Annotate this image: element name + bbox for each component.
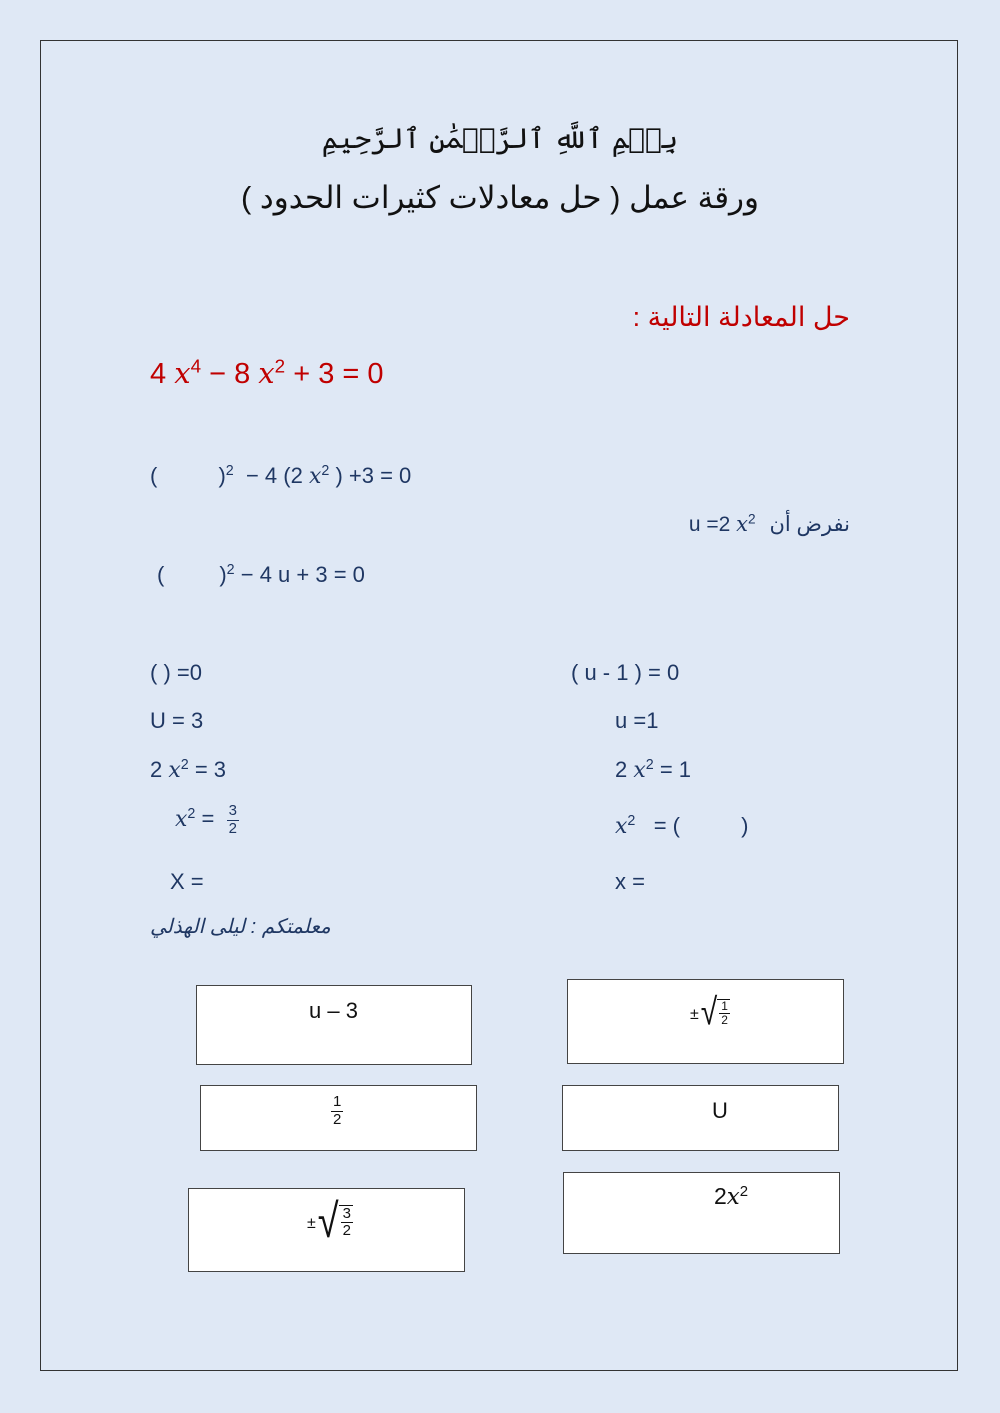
answer-box-2x-squared[interactable]: $2x^2$ bbox=[563, 1172, 840, 1254]
answer-box-one-half[interactable]: $\frac{1}{2}$ bbox=[200, 1085, 477, 1151]
step1-blank[interactable]: ( ) bbox=[150, 463, 226, 488]
right-x-answer[interactable]: x = bbox=[615, 869, 645, 894]
answer-box-u-minus-3[interactable]: u – 3 bbox=[196, 985, 472, 1065]
right-x2-equation: $x^2$ = ( ) bbox=[615, 813, 749, 839]
fraction-three-halves: $\frac{3}{2}$ bbox=[228, 802, 237, 837]
right-2x2-equation: 2 $x^2 = 1$ bbox=[615, 757, 692, 783]
step2-equation: ( )$^2$ − 4 u + 3 = 0 bbox=[157, 562, 365, 587]
answer-box-pm-sqrt-three-halves[interactable]: ± √ $\frac{3}{2}$ bbox=[188, 1188, 465, 1272]
right-factor: ( u - 1 ) = 0 bbox=[571, 660, 680, 685]
assumption-line: u =2 $x^2$ نفرض أن bbox=[688, 511, 850, 536]
right-x2-blank[interactable]: = ( ) bbox=[635, 813, 749, 838]
answer-box-u[interactable]: U bbox=[562, 1085, 839, 1151]
right-u-value: u =1 bbox=[615, 708, 659, 733]
basmala: بِسۡمِ ٱللَّهِ ٱلرَّحۡمَٰنِ ٱلرَّحِيمِ bbox=[321, 122, 679, 155]
instruction: حل المعادلة التالية : bbox=[632, 302, 850, 332]
teacher-signature: معلمتكم : ليلى الهذلي bbox=[150, 916, 331, 938]
step2-blank[interactable]: ( ) bbox=[157, 562, 227, 587]
step1-equation: ( )$^2$ − 4 (2 $x^2$ ) +3 = 0 bbox=[150, 463, 412, 489]
answer-box-pm-sqrt-half[interactable]: ± √ $\frac{1}{2}$ bbox=[567, 979, 844, 1064]
page-title: ورقة عمل ( حل معادلات كثيرات الحدود ) bbox=[240, 180, 759, 215]
left-x2-equation: $x^2$ = $\frac{3}{2}$ bbox=[175, 802, 237, 837]
main-equation: 4 $x^4 - 8$ $x^2 + 3 = 0$ bbox=[150, 355, 384, 390]
left-2x2-equation: 2 $x^2 = 3$ bbox=[150, 757, 227, 783]
left-factor[interactable]: ( ) =0 bbox=[150, 660, 202, 685]
left-x-answer[interactable]: X = bbox=[170, 869, 204, 894]
left-u-value: U = 3 bbox=[150, 708, 204, 733]
